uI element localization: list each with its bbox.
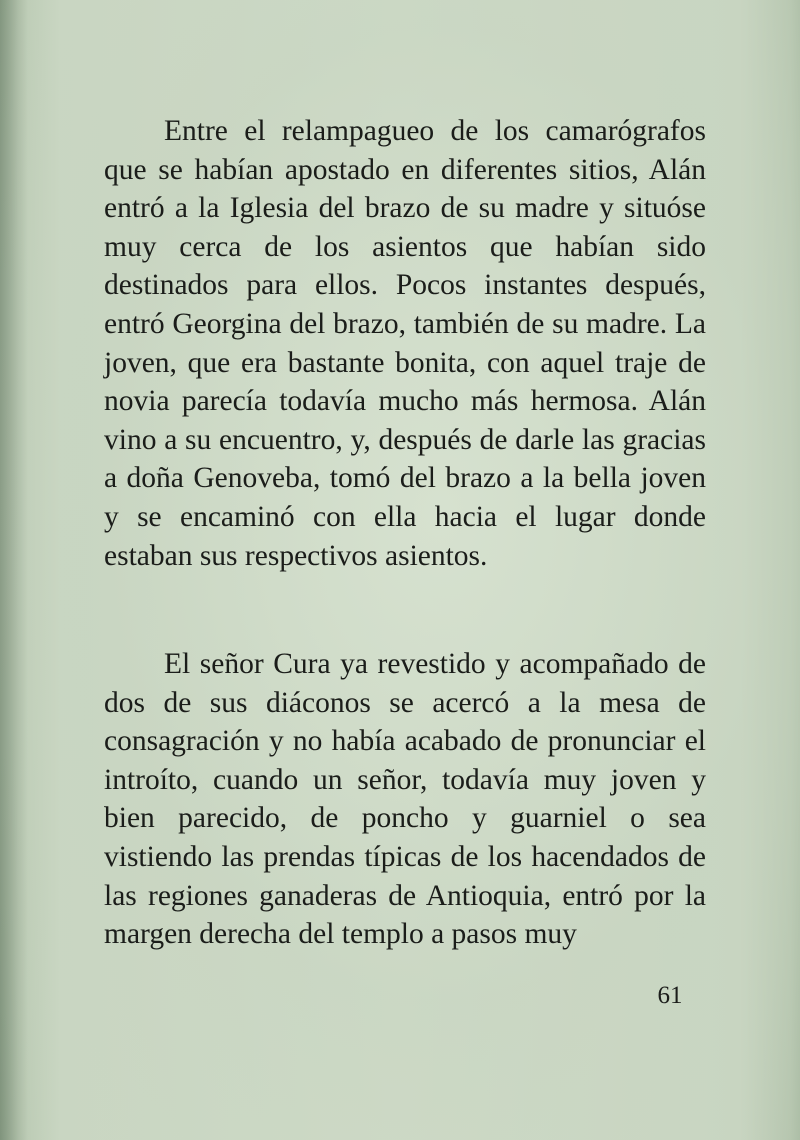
page-number: 61 — [657, 982, 683, 1009]
paragraph-2: El señor Cura ya revestido y acompañado de dos de sus diáconos se acercó a la mesa de consagración y no había acabado de pronunciar el introíto, cuando un señor, todavía muy joven y bien parecido, de poncho y guarniel o sea vistiendo las prendas típicas de los hacendados de las regiones ganaderas de Antioquia, entró por la margen derecha del templo a pasos muy — [104, 648, 706, 951]
paragraph-1: Entre el relampagueo de los camarógrafos que se habían apostado en diferentes sitios, Alán entró a la Iglesia del brazo de su madre y situóse muy cerca de los asientos que habían sido destinados para ellos. Pocos instantes después, entró Georgina del brazo, también de su madre. La joven, que era bastante bonita, con aquel traje de novia parecía todavía mucho más hermosa. Alán vino a su encuentro, y, después de darle las gracias a doña Genoveba, tomó del brazo a la bella joven y se encaminó con ella hacia el lugar donde estaban sus respectivos asientos. — [104, 115, 706, 572]
spine-shadow — [0, 0, 28, 1140]
